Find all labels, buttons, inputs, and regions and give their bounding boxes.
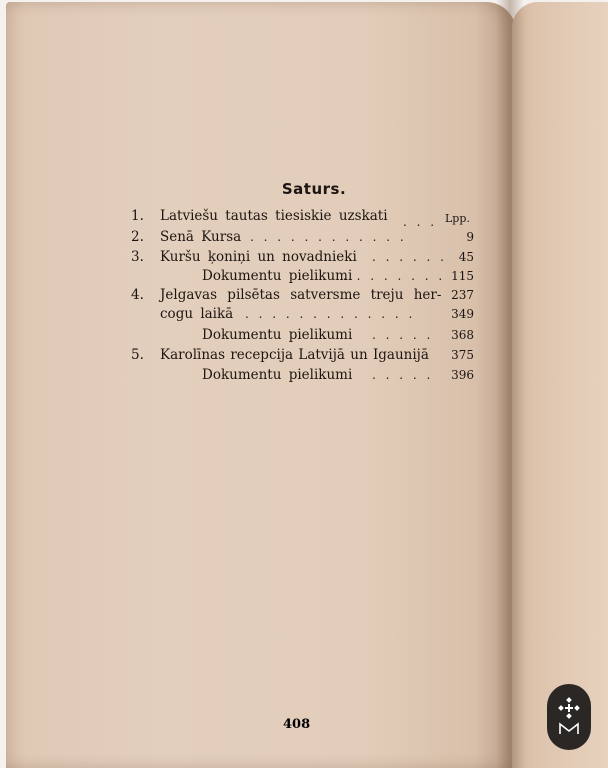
entry-title: Kuršu ķoniņi un novadnieki [160,249,357,265]
entry-page: 396 [451,368,474,382]
entry-title: Dokumentu pielikumi [202,268,353,284]
entry-title: Dokumentu pielikumi [202,367,353,383]
dot-leader: . . . . . . . . . . . . [250,230,407,244]
entry-number: 3. [131,249,144,265]
entry-title: Senā Kursa [160,229,242,245]
entry-number: 1. [131,208,144,224]
entry-page: 349 [451,307,474,321]
dot-leader: . . . . . . . . . . . . . [245,307,416,321]
entry-page: 237 [451,288,474,302]
entry-number: 4. [131,287,144,303]
watermark-badge [547,684,591,750]
entry-page: 115 [451,269,474,283]
entry-number: 5. [131,347,144,363]
ornament-logo-icon [554,694,584,740]
dot-leader: . . . . . . [372,250,447,264]
entry-page: 45 [458,250,474,264]
page-number: 408 [283,717,311,732]
dot-leader: . . . [403,215,438,229]
toc-title: Saturs. [281,180,347,198]
entry-page: 9 [466,230,474,244]
entry-title: Jelgavas pilsētas satversme treju her- [160,287,442,303]
entry-title: Karolīnas recepcija Latvijā un Igaunijā [160,347,429,363]
entry-page: 368 [451,328,474,342]
dot-leader: . . . . . . . . [343,269,446,283]
dot-leader: . . . . . [372,328,434,342]
entry-number: 2. [131,229,144,245]
dot-leader: . . . . . [372,368,434,382]
page-column-header: Lpp. [445,212,470,225]
entry-title: Latviešu tautas tiesiskie uzskati [160,208,388,224]
entry-page: 375 [451,348,474,362]
entry-title: Dokumentu pielikumi [202,327,353,343]
entry-title: cogu laikā [160,306,234,322]
